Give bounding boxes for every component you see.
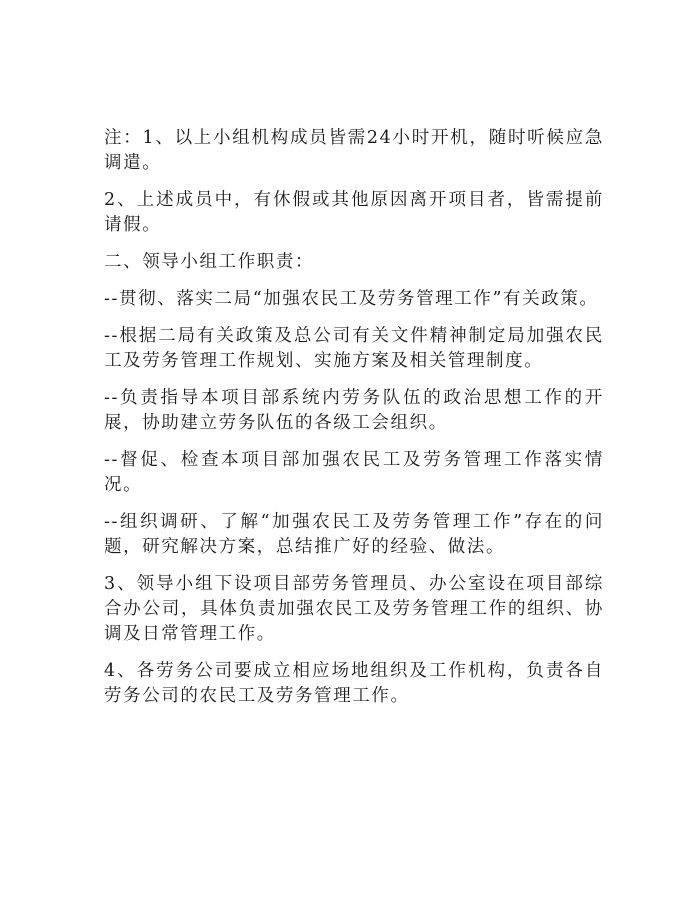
duty-item-4: --督促、检查本项目部加强农民工及劳务管理工作落实情况。	[104, 450, 604, 495]
paragraph-4: 4、各劳务公司要成立相应场地组织及工作机构，负责各自劳务公司的农民工及劳务管理工作。	[104, 661, 604, 706]
section-heading: 二、领导小组工作职责：	[104, 252, 315, 272]
duty-item-3: --负责指导本项目部系统内劳务队伍的政治思想工作的开展，协助建立劳务队伍的各级工会组织。	[104, 388, 604, 433]
document-body	[104, 126, 604, 721]
duty-item-2: --根据二局有关政策及总公司有关文件精神制定局加强农民工及劳务管理工作规划、实施方案及相关管理制度。	[104, 326, 604, 371]
note-paragraph-2: 2、上述成员中，有休假或其他原因离开项目者，皆需提前请假。	[104, 190, 604, 235]
note-paragraph-1: 注：1、以上小组机构成员皆需24小时开机，随时听候应急调遣。	[104, 128, 604, 173]
duty-item-5: --组织调研、了解“加强农民工及劳务管理工作”存在的问题，研究解决方案，总结推广好的经验、做法。	[104, 512, 604, 557]
paragraph-3: 3、领导小组下设项目部劳务管理员、办公室设在项目部综合办公司，具体负责加强农民工及劳务管理工作的组织、协调及日常管理工作。	[104, 574, 604, 644]
duty-item-1: --贯彻、落实二局“加强农民工及劳务管理工作”有关政策。	[104, 289, 599, 309]
